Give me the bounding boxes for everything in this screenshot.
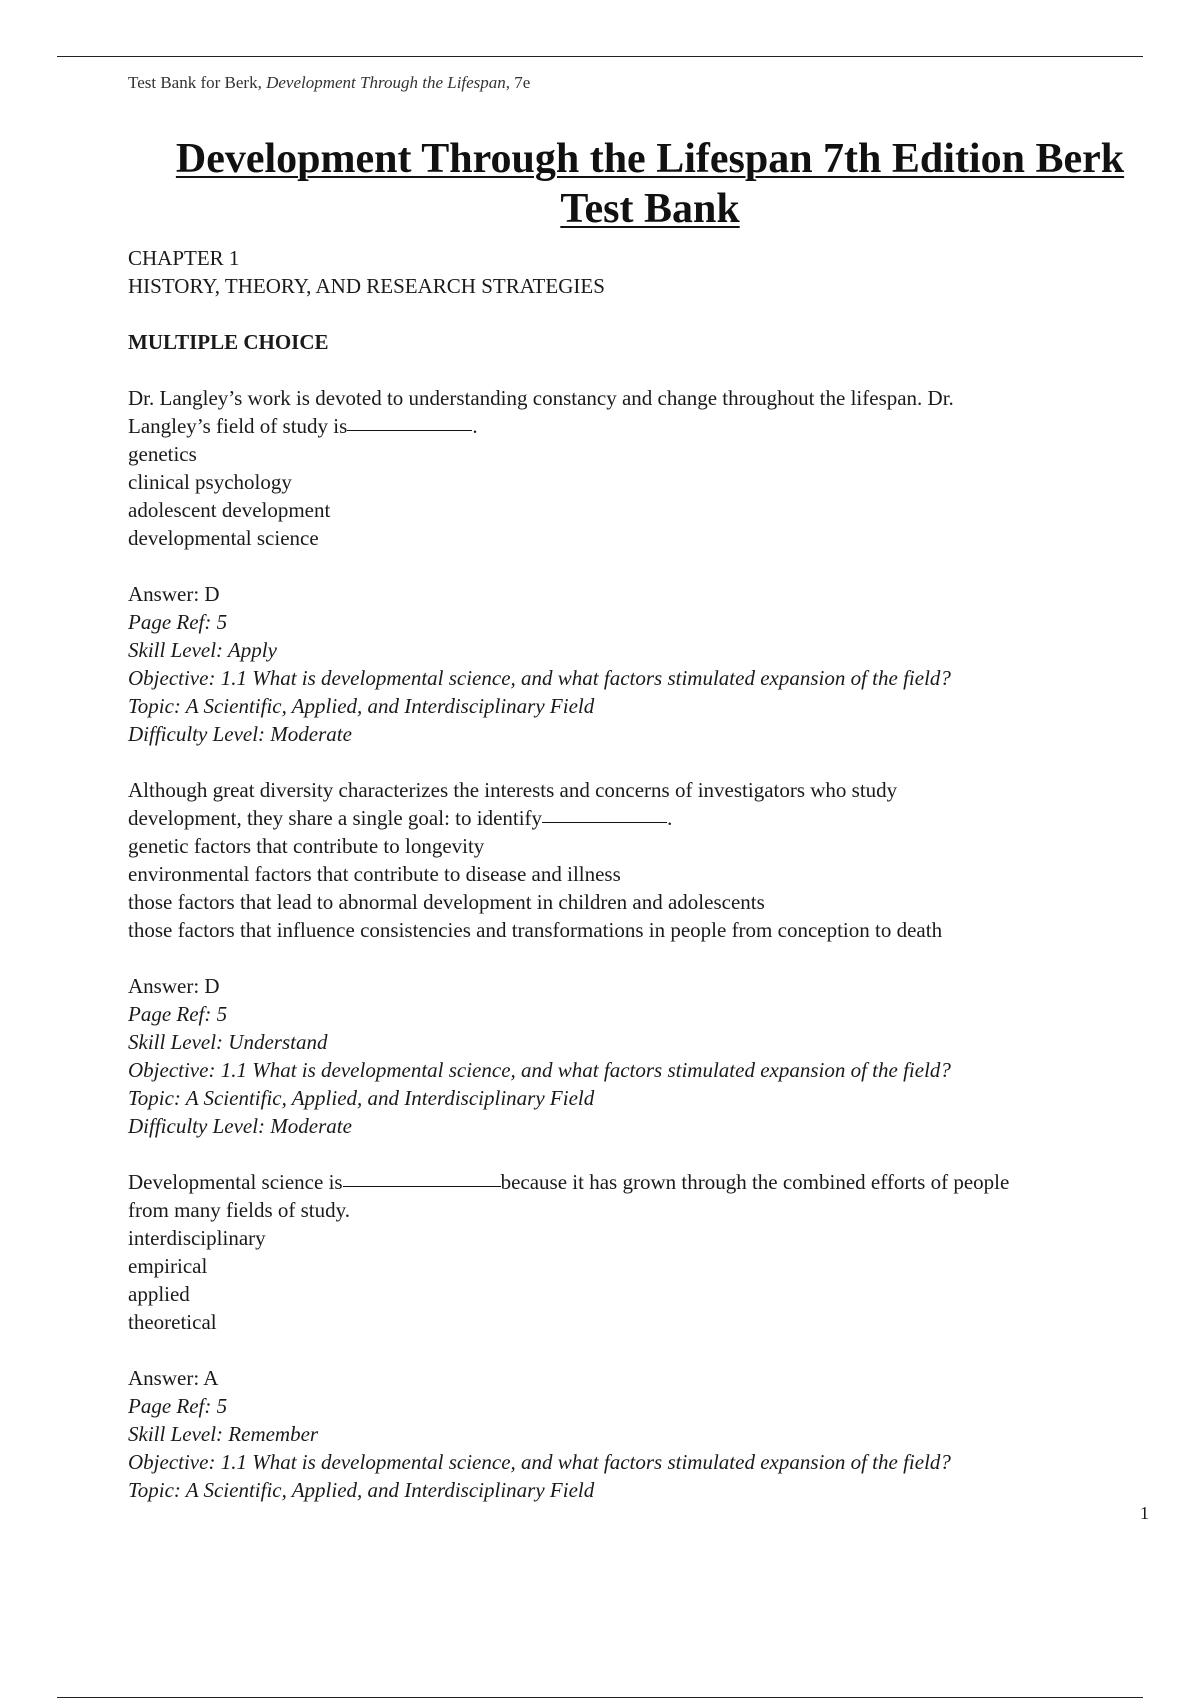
question-stem: Although great diversity characterizes the interests and concerns of investigators who study [128,778,898,802]
skill-level: Skill Level: Apply [128,638,277,662]
title-line-1: Development Through the Lifespan 7th Edition Berk [175,136,1125,182]
question-2 [128,776,1128,1140]
option: genetics [128,442,197,466]
difficulty-level: Difficulty Level: Moderate [128,722,352,746]
option: clinical psychology [128,470,292,494]
answer-blank [347,429,472,431]
chapter-number: CHAPTER 1 [128,246,240,270]
option: environmental factors that contribute to disease and illness [128,862,621,886]
answer-blank [343,1185,501,1187]
running-header-prefix: Test Bank for Berk, [128,73,267,92]
question-1 [128,384,1128,748]
option: those factors that lead to abnormal development in children and adolescents [128,890,765,914]
option: those factors that influence consistencies and transformations in people from conception to death [128,918,943,942]
question-stem-cont: development, they share a single goal: to identify . [128,806,673,830]
option: genetic factors that contribute to longevity [128,834,485,858]
page-number: 1 [1140,1503,1149,1523]
topic: Topic: A Scientific, Applied, and Interdisciplinary Field [128,694,595,718]
running-header [128,73,530,93]
answer: Answer: A [128,1366,219,1390]
question-stem-cont: Langley’s field of study is . [128,414,478,438]
question-stem: Dr. Langley’s work is devoted to understanding constancy and change throughout the lifespan. Dr. [128,386,954,410]
answer: Answer: D [128,974,220,998]
objective: Objective: 1.1 What is developmental science, and what factors stimulated expansion of the field? [128,666,951,690]
answer: Answer: D [128,582,220,606]
objective: Objective: 1.1 What is developmental science, and what factors stimulated expansion of the field? [128,1450,951,1474]
topic: Topic: A Scientific, Applied, and Interdisciplinary Field [128,1478,595,1502]
skill-level: Skill Level: Understand [128,1030,328,1054]
option: applied [128,1282,190,1306]
topic: Topic: A Scientific, Applied, and Interdisciplinary Field [128,1086,595,1110]
answer-blank [542,821,667,823]
option: developmental science [128,526,319,550]
title-line-2: Test Bank [560,186,740,232]
question-stem: Developmental science is because it has grown through the combined efforts of people [128,1170,1010,1194]
running-header-suffix: , 7e [505,73,531,92]
difficulty-level: Difficulty Level: Moderate [128,1114,352,1138]
top-rule [57,56,1143,57]
page-ref: Page Ref: 5 [128,610,228,634]
skill-level: Skill Level: Remember [128,1422,319,1446]
option: theoretical [128,1310,217,1334]
page-ref: Page Ref: 5 [128,1002,228,1026]
option: empirical [128,1254,208,1278]
objective: Objective: 1.1 What is developmental science, and what factors stimulated expansion of the field? [128,1058,951,1082]
section-label: MULTIPLE CHOICE [128,330,329,354]
page-ref: Page Ref: 5 [128,1394,228,1418]
test-bank-content [128,244,1128,1504]
option: adolescent development [128,498,331,522]
option: interdisciplinary [128,1226,266,1250]
running-header-book-title: Development Through the Lifespan [266,73,506,92]
chapter-name: HISTORY, THEORY, AND RESEARCH STRATEGIES [128,274,605,298]
bottom-rule [57,1697,1143,1698]
question-3 [128,1168,1128,1504]
question-stem-cont: from many fields of study. [128,1198,351,1222]
document-title [110,134,1190,234]
